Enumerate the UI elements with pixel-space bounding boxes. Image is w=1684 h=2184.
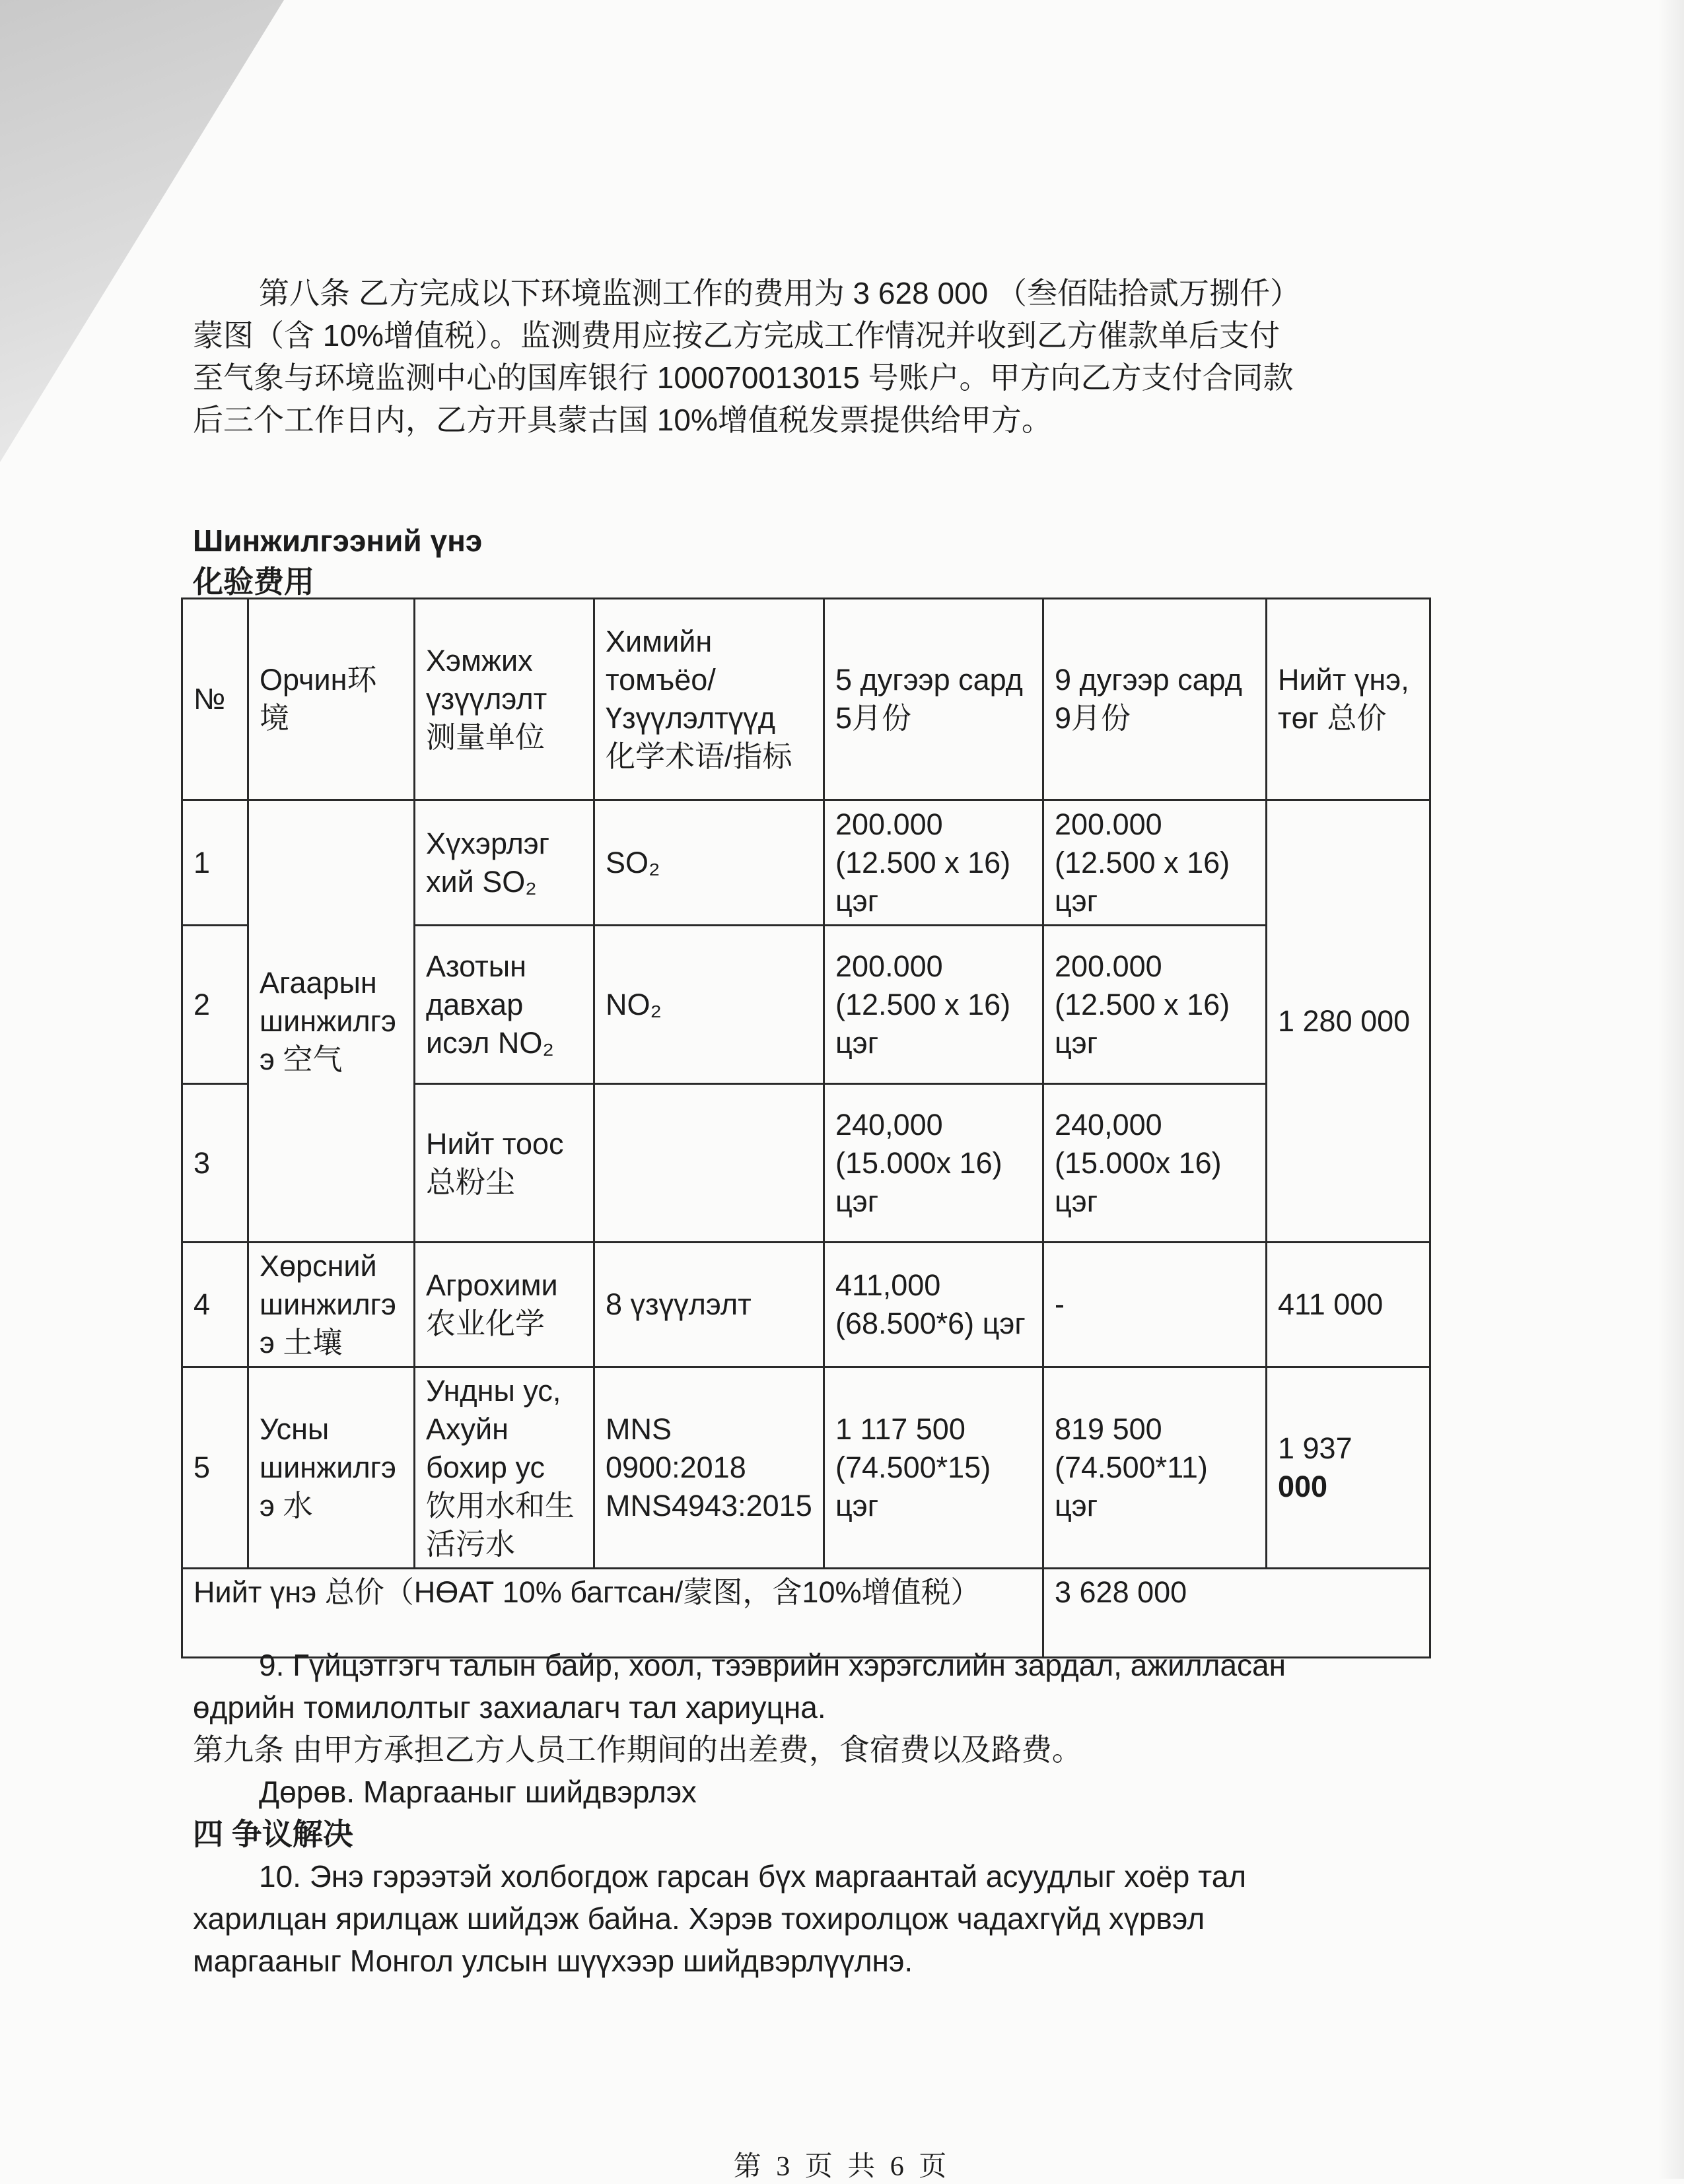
article-8-line-3: 至气象与环境监测中心的国库银行 100070013015 号账户。甲方向乙方支付合同款 bbox=[193, 360, 1294, 395]
row-5-may: 1 117 500 (74.500*15) цэг bbox=[824, 1367, 1043, 1569]
row-1-chemical: SO₂ bbox=[594, 800, 824, 926]
table-header-row bbox=[182, 599, 1430, 800]
row-1-september: 200.000 (12.500 x 16) цэг bbox=[1043, 800, 1267, 926]
article-8-line-4: 后三个工作日内，乙方开具蒙古国 10%增值税发票提供给甲方。 bbox=[193, 403, 1052, 437]
row-4-no: 4 bbox=[182, 1243, 248, 1367]
article-8-paragraph bbox=[193, 272, 1395, 441]
sum-value: 3 628 000 bbox=[1043, 1569, 1430, 1658]
row-5-no: 5 bbox=[182, 1367, 248, 1569]
row-4-environment: Хөрсний шинжилгээ 土壤 bbox=[248, 1243, 415, 1367]
header-may: 5 дугээр сард 5月份 bbox=[824, 599, 1043, 800]
row-4-unit: Агрохими 农业化学 bbox=[415, 1243, 594, 1367]
row-5-total-part-a: 1 937 bbox=[1278, 1431, 1352, 1465]
header-chemical: Химийн томъёо/ Үзүүлэлтүүд 化学术语/指标 bbox=[594, 599, 824, 800]
row-2-may: 200.000 (12.500 x 16) цэг bbox=[824, 926, 1043, 1084]
row-3-september: 240,000 (15.000x 16) цэг bbox=[1043, 1084, 1267, 1243]
clause-10-line-3: маргааныг Монгол улсын шүүхээр шийдвэрлүүлнэ. bbox=[193, 1944, 913, 1978]
row-4-september: - bbox=[1043, 1243, 1267, 1367]
page-footer: 第 3 页 共 6 页 bbox=[733, 2152, 951, 2182]
row-5-total bbox=[1267, 1367, 1430, 1569]
row-5-unit: Ундны ус, Ахуйн бохир ус 饮用水和生活污水 bbox=[415, 1367, 594, 1569]
clause-9-line-2: өдрийн томилолтыг захиалагч тал хариуцна. bbox=[193, 1690, 826, 1724]
header-no: № bbox=[182, 599, 248, 800]
table-row bbox=[182, 1367, 1430, 1569]
row-1-no: 1 bbox=[182, 800, 248, 926]
header-environment: Орчин环境 bbox=[248, 599, 415, 800]
scan-edge-shadow bbox=[1658, 0, 1684, 2179]
table-heading bbox=[193, 520, 787, 602]
sum-label: Нийт үнэ 总价（НӨАТ 10% багтсан/蒙图，含10%增值税） bbox=[182, 1569, 1043, 1658]
row-2-no: 2 bbox=[182, 926, 248, 1084]
air-environment-cell: Агаарын шинжилгээ 空气 bbox=[248, 800, 415, 1243]
row-2-september: 200.000 (12.500 x 16) цэг bbox=[1043, 926, 1267, 1084]
row-5-total-part-b: 000 bbox=[1278, 1470, 1328, 1503]
row-4-total: 411 000 bbox=[1267, 1243, 1430, 1367]
row-3-unit: Нийт тоос 总粉尘 bbox=[415, 1084, 594, 1243]
article-8-line-1: 第八条 乙方完成以下环境监测工作的费用为 3 628 000 （叁佰陆拾贰万捌仟） bbox=[259, 276, 1300, 310]
header-september: 9 дугээр сард 9月份 bbox=[1043, 599, 1267, 800]
article-8-line-2: 蒙图（含 10%增值税）。监测费用应按乙方完成工作情况并收到乙方催款单后支付 bbox=[193, 318, 1280, 353]
table-row bbox=[182, 1243, 1430, 1367]
chapter-4-zh: 四 争议解决 bbox=[193, 1817, 353, 1851]
table-heading-mn: Шинжилгээний үнэ bbox=[193, 524, 483, 558]
header-total: Нийт үнэ, төг 总价 bbox=[1267, 599, 1430, 800]
row-4-may: 411,000 (68.500*6) цэг bbox=[824, 1243, 1043, 1367]
row-3-may: 240,000 (15.000x 16) цэг bbox=[824, 1084, 1043, 1243]
header-unit: Хэмжих үзүүлэлт 测量单位 bbox=[415, 599, 594, 800]
clause-10-line-2: харилцан ярилцаж шийдэж байна. Хэрэв тохиролцож чадахгүйд хүрвэл bbox=[193, 1901, 1205, 1936]
row-2-unit: Азотын давхар исэл NO₂ bbox=[415, 926, 594, 1084]
table-heading-zh: 化验费用 bbox=[193, 564, 314, 599]
row-5-chemical: MNS 0900:2018 MNS4943:2015 bbox=[594, 1367, 824, 1569]
chapter-4-mn: Дөрөв. Маргааныг шийдвэрлэх bbox=[259, 1775, 697, 1809]
row-3-chemical bbox=[594, 1084, 824, 1243]
row-2-chemical: NO₂ bbox=[594, 926, 824, 1084]
row-5-september: 819 500 (74.500*11) цэг bbox=[1043, 1367, 1267, 1569]
table-row bbox=[182, 800, 1430, 926]
clause-9-line-1: 9. Гүйцэтгэгч талын байр, хоол, тээврийн хэрэгслийн зардал, ажилласан bbox=[259, 1648, 1286, 1682]
article-9-zh: 第九条 由甲方承担乙方人员工作期间的出差费，食宿费以及路费。 bbox=[193, 1732, 1082, 1767]
analysis-fee-table bbox=[181, 597, 1431, 1658]
row-5-environment: Усны шинжилгээ 水 bbox=[248, 1367, 415, 1569]
row-1-may: 200.000 (12.500 x 16) цэг bbox=[824, 800, 1043, 926]
row-4-chemical: 8 үзүүлэлт bbox=[594, 1243, 824, 1367]
row-1-unit: Хүхэрлэг хий SO₂ bbox=[415, 800, 594, 926]
clause-10-line-1: 10. Энэ гэрээтэй холбогдож гарсан бүх маргаантай асуудлыг хоёр тал bbox=[259, 1859, 1247, 1894]
after-table-text bbox=[193, 1644, 1408, 1982]
air-total-cell: 1 280 000 bbox=[1267, 800, 1430, 1243]
row-3-no: 3 bbox=[182, 1084, 248, 1243]
